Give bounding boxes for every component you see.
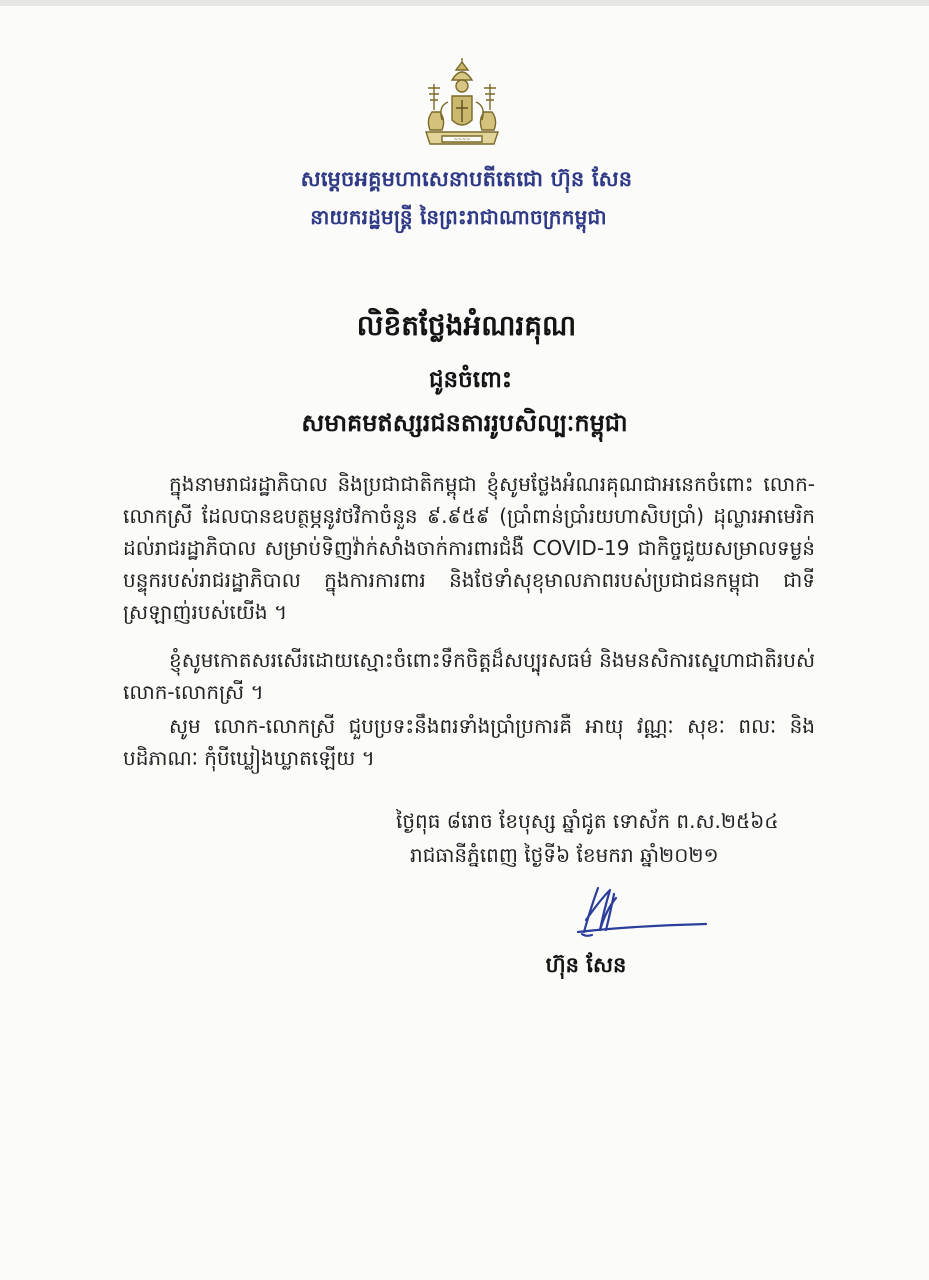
recipient-name: សមាគមឥស្សរជនតាររូបសិល្បៈកម្ពុជា xyxy=(301,409,628,437)
signer-name: ហ៊ុន សែន xyxy=(545,953,627,977)
svg-text:~~~~: ~~~~ xyxy=(453,137,471,143)
lunar-date: ថ្ងៃពុធ ៨រោច ខែបុស្ស ឆ្នាំជូត ទោស័ក ព.ស.២៥៦៤ xyxy=(396,809,779,833)
addressed-to-label: ជូនចំពោះ xyxy=(428,367,513,393)
handwritten-signature-icon xyxy=(570,880,720,946)
scan-top-edge xyxy=(0,0,929,6)
body-paragraph-3: សូម លោក-លោកស្រី ជួបប្រទះនឹងពរទាំងប្រាំប្រការគឺ អាយុ វណ្ណៈ សុខៈ ពលៈ និងបដិភាណៈ កុំបីឃ្លៀងឃ្លាតឡើយ ។ xyxy=(123,714,815,770)
author-position: នាយករដ្ឋមន្ត្រី នៃព្រះរាជាណាចក្រកម្ពុជា xyxy=(310,205,607,229)
letter-title: លិខិតថ្លែងអំណរគុណ xyxy=(356,309,577,342)
author-title: សម្តេចអគ្គមហាសេនាបតីតេជោ ហ៊ុន សែន xyxy=(300,167,633,191)
royal-coat-of-arms-icon xyxy=(412,54,512,154)
place-and-date: រាជធានីភ្នំពេញ ថ្ងៃទី៦ ខែមករា ឆ្នាំ២០២១ xyxy=(410,843,719,867)
body-paragraph-2: ខ្ញុំសូមកោតសរសើរដោយស្មោះចំពោះទឹកចិត្តដ៏សប្បុរសធម៌ និងមនសិការស្នេហាជាតិរបស់ លោក-លោកស្រី ។ xyxy=(123,648,815,704)
body-paragraph-1: ក្នុងនាមរាជរដ្ឋាភិបាល និងប្រជាជាតិកម្ពុជា ខ្ញុំសូមថ្លែងអំណរគុណជាអនេកចំពោះ លោក-លោកស្រី ដែលបានឧបត្ថម្ភនូវថវិកាចំនួន ៩.៩៥៩ (ប្រាំពាន់ប្រាំរយហាសិបប្រាំ) ដុល្លារអាមេរិក ដល់រាជរដ្ឋាភិបាល សម្រាប់ទិញវ៉ាក់សាំងចាក់ការពារជំងឺ COVID-19 ជាកិច្ចជួយសម្រាលទម្ងន់បន្ទុករបស់រាជរដ្ឋាភិបាល ក្នុងការការពារ និងថែទាំសុខុមាលភាពរបស់ប្រជាជនកម្ពុជា ជាទីស្រឡាញ់របស់យើង ។ xyxy=(123,472,815,624)
